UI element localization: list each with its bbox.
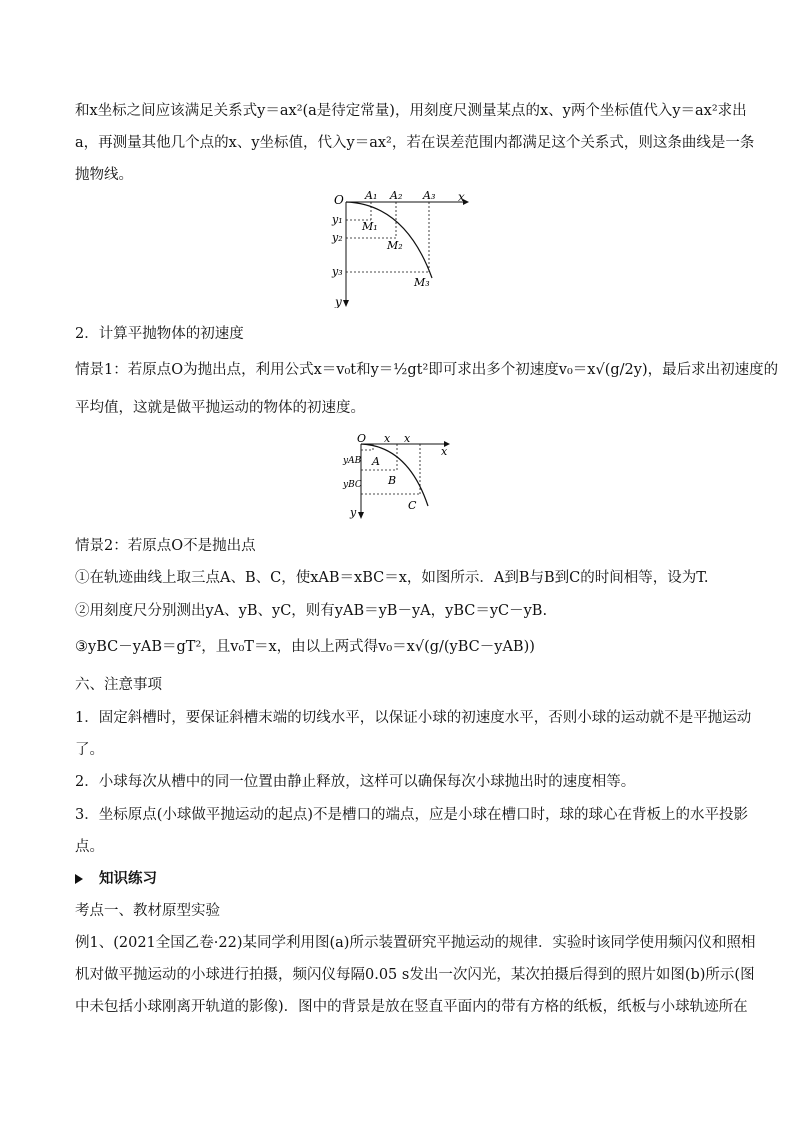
scenario-1-line-2: 平均值，这就是做平抛运动的物体的初速度。	[75, 400, 365, 416]
arrow-bullet-icon	[75, 874, 83, 884]
figure2-y-axis-label: y	[350, 506, 357, 519]
figure1-y3-label: y₃	[332, 265, 343, 278]
note-1-line-2: 了。	[75, 742, 104, 758]
figure1-m3-label: M₃	[414, 276, 430, 289]
figure2-ybc-label: yBC	[343, 480, 362, 490]
intro-line-2: a，再测量其他几个点的x、y坐标值，代入y＝ax²，若在误差范围内都满足这个关系式，则这条曲线是一条	[75, 135, 755, 151]
parabola-figure-1	[325, 188, 475, 308]
figure1-x-axis-label: x	[458, 190, 465, 204]
scenario-1-line-1: 情景1：若原点O为抛出点，利用公式x＝v₀t和y＝½gt²即可求出多个初速度v₀＝x√(g/2y)，最后求出初速度的	[75, 362, 779, 378]
figure2-origin-label: O	[357, 432, 367, 445]
scenario-2-step-1: ①在轨迹曲线上取三点A、B、C，使xAB＝xBC＝x，如图所示．A到B与B到C的时间相等，设为T.	[75, 570, 709, 586]
figure2-x-label-2: x	[404, 432, 411, 445]
note-2: 2．小球每次从槽中的同一位置由静止释放，这样可以确保每次小球抛出时的速度相等。	[75, 774, 636, 790]
note-3-line-2: 点。	[75, 839, 104, 855]
scenario-2-step-2: ②用刻度尺分别测出yA、yB、yC，则有yAB＝yB－yA，yBC＝yC－yB.	[75, 603, 548, 619]
intro-line-3: 抛物线。	[75, 167, 133, 183]
figure2-x-axis-label: x	[441, 445, 448, 458]
practice-topic: 考点一、教材原型实验	[75, 903, 220, 919]
figure2-x-label-1: x	[384, 432, 391, 445]
figure2-point-c: C	[408, 499, 417, 512]
section-6-heading: 六、注意事项	[75, 677, 162, 693]
figure1-a2-label: A₂	[390, 189, 403, 202]
note-3-line-1: 3．坐标原点(小球做平抛运动的起点)不是槽口的端点，应是小球在槽口时，球的球心在背板上的水平投影	[75, 807, 749, 823]
example-1-line-1: 例1、(2021全国乙卷·22)某同学利用图(a)所示装置研究平抛运动的规律．实验时该同学使用频闪仪和照相	[75, 935, 756, 951]
scenario-2-heading: 情景2：若原点O不是抛出点	[75, 538, 256, 554]
figure1-a3-label: A₃	[423, 189, 436, 202]
section-2-heading: 2．计算平抛物体的初速度	[75, 326, 244, 342]
figure2-point-a: A	[372, 455, 380, 468]
figure1-a1-label: A₁	[365, 189, 378, 202]
parabola-figure-2	[340, 430, 455, 520]
figure2-yab-label: yAB	[343, 456, 362, 466]
practice-heading	[75, 869, 157, 889]
figure1-m1-label: M₁	[362, 220, 378, 233]
figure2-point-b: B	[388, 474, 397, 487]
scenario-2-step-3: ③yBC－yAB＝gT²，且v₀T＝x，由以上两式得v₀＝x√(g/(yBC－yAB))	[75, 639, 535, 655]
figure1-y-axis-label: y	[335, 295, 342, 308]
example-1-line-2: 机对做平抛运动的小球进行拍摄，频闪仪每隔0.05 s发出一次闪光，某次拍摄后得到的照片如图(b)所示(图	[75, 967, 755, 983]
figure1-m2-label: M₂	[387, 239, 403, 252]
figure1-origin-label: O	[334, 193, 344, 207]
note-1-line-1: 1．固定斜槽时，要保证斜槽末端的切线水平，以保证小球的初速度水平，否则小球的运动就不是平抛运动	[75, 710, 752, 726]
figure1-y2-label: y₂	[332, 231, 343, 244]
example-1-line-3: 中未包括小球刚离开轨道的影像)．图中的背景是放在竖直平面内的带有方格的纸板，纸板与小球轨迹所在	[75, 999, 748, 1015]
intro-line-1: 和x坐标之间应该满足关系式y＝ax²(a是待定常量)，用刻度尺测量某点的x、y两个坐标值代入y＝ax²求出	[75, 103, 747, 119]
practice-heading-text: 知识练习	[99, 870, 157, 887]
figure1-y1-label: y₁	[332, 213, 343, 226]
